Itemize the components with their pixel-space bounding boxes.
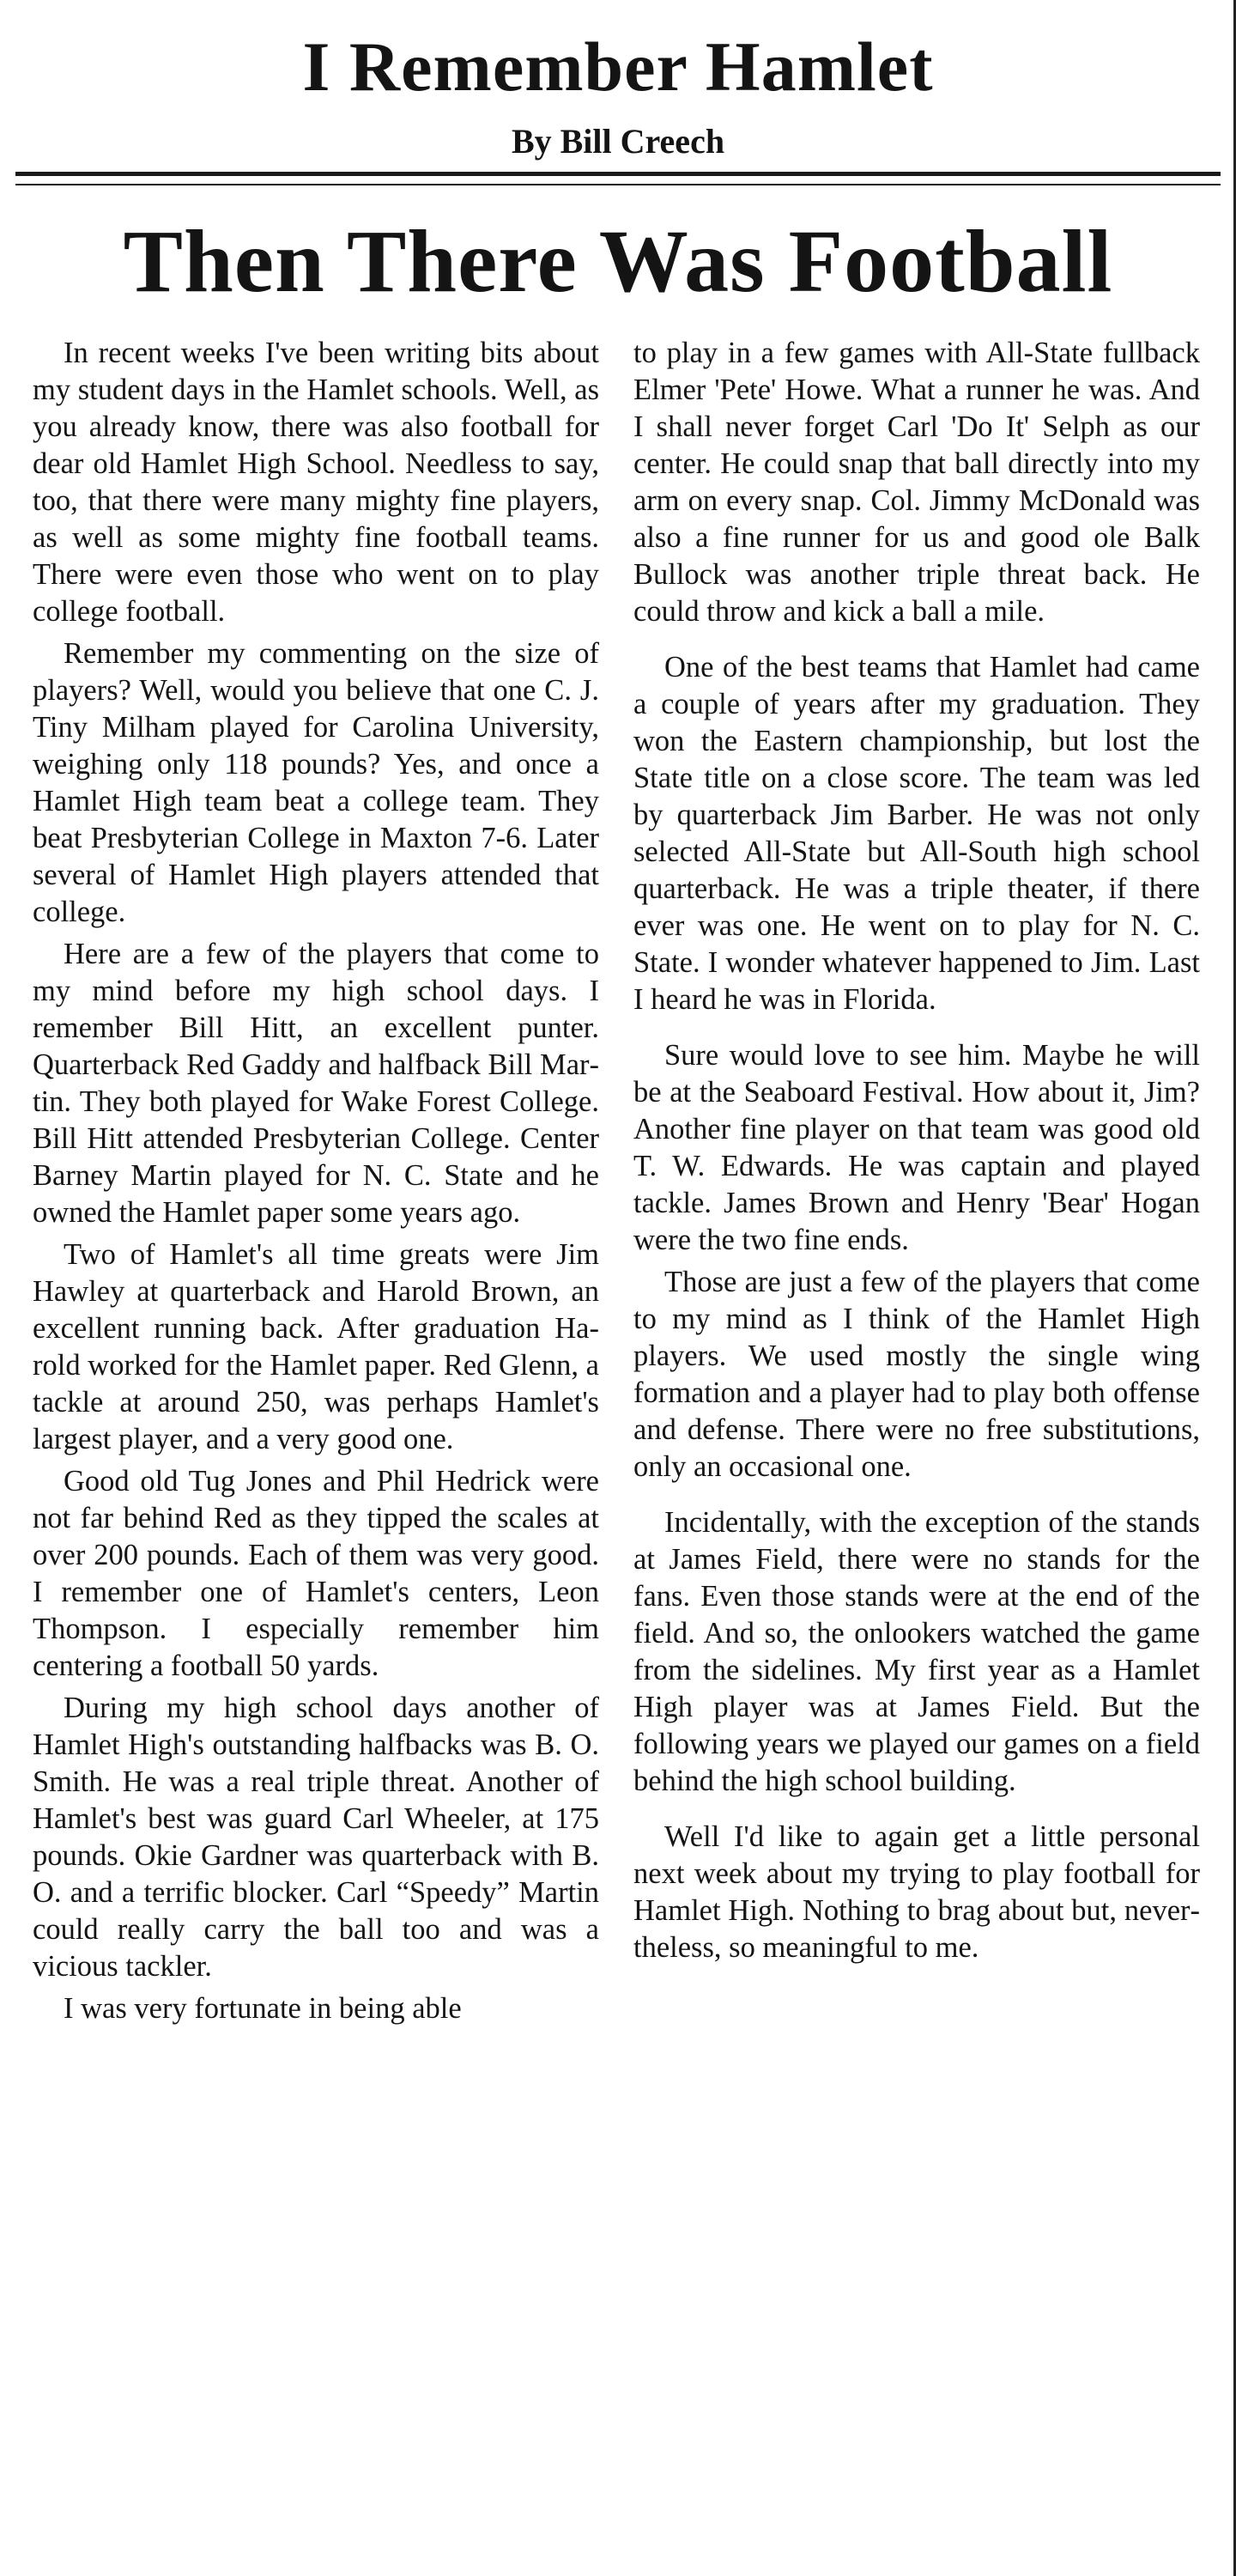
paragraph: During my high school days another of Hamlet High's outstanding halfbacks was B. O. Smith. He was a real triple threat. Another of Hamlet's best was guard Carl Wheeler, at 175 pounds. Okie Gardner was quarterback with B. O. and a terrific blocker. Carl “Speedy” Martin could really carry the ball too and was a vicious tackler. — [33, 1692, 599, 1983]
paragraph: Good old Tug Jones and Phil Hedrick were not far behind Red as they tipped the scales at over 200 pounds. Each of them was very good. I remember one of Hamlet's centers, Leon Thompson. I especially remember him centering a football 50 yards. — [33, 1465, 599, 1682]
paragraph: Sure would love to see him. Maybe he will be at the Seaboard Festival. How about it, Jim? Another fine player on that team was good old T. W. Edwards. He was captain and played tackle. James Brown and Henry 'Bear' Hogan were the two fine ends. — [633, 1039, 1200, 1256]
paragraph: Two of Hamlet's all time greats were Jim Hawley at quarterback and Harold Brown, an excellent running back. After graduation Harold worked for the Hamlet paper. Red Glenn, a tackle at around 250, was perhaps Hamlet's largest player, and a very good one. — [33, 1238, 599, 1455]
byline: By Bill Creech — [511, 122, 725, 161]
paragraph: Well I'd like to again get a little personal next week about my trying to play football for Hamlet High. Nothing to brag about but, nevertheless, so meaningful to me. — [633, 1820, 1200, 1964]
paragraph: Here are a few of the players that come to my mind before my high school days. I remember Bill Hitt, an excellent punter. Quarterback Red Gaddy and halfback Bill Martin. They both played for Wake Forest College. Bill Hitt attended Presbyterian College. Center Barney Martin played for N. C. State and he owned the Hamlet paper some years ago. — [33, 938, 599, 1229]
header-rule-thick — [15, 172, 1221, 176]
article-column-left — [33, 335, 599, 2032]
column-masthead — [0, 26, 1236, 163]
column-title: I Remember Hamlet — [302, 27, 934, 106]
header-rule-thin — [15, 184, 1221, 185]
paragraph: Those are just a few of the players that come to my mind as I think of the Hamlet High players. We used mostly the single wing formation and a player had to play both offense and defense. There were no free substitutions, only an occasional one. — [633, 1266, 1200, 1483]
paragraph: In recent weeks I've been writing bits about my student days in the Hamlet schools. Well, as you already know, there was also football for dear old Hamlet High School. Needless to say, too, that there were many mighty fine players, as well as some mighty fine football teams. There were even those who went on to play college football. — [33, 337, 599, 628]
paragraph: Remember my commenting on the size of players? Well, would you believe that one C. J. Tiny Milham played for Carolina University, weighing only 118 pounds? Yes, and once a Hamlet High team beat a college team. They beat Presbyterian College in Maxton 7-6. Later several of Hamlet High players attended that college. — [33, 637, 599, 928]
article-headline: Then There Was Football — [123, 212, 1113, 311]
paragraph: I was very fortunate in being able — [64, 1992, 462, 2025]
paragraph: to play in a few games with All-State fullback Elmer 'Pete' Howe. What a runner he was. And I shall never forget Carl 'Do It' Selph as our center. He could snap that ball directly into my arm on every snap. Col. Jimmy McDonald was also a fine runner for us and good ole Balk Bullock was another triple threat back. He could throw and kick a ball a mile. — [633, 337, 1200, 628]
article-column-right — [633, 335, 1200, 1971]
paragraph: Incidentally, with the exception of the stands at James Field, there were no stands for the fans. Even those stands were at the end of the field. And so, the onlookers watched the game from the sidelines. My first year as a Hamlet High player was at James Field. But the following years we played our games on a field behind the high school building. — [633, 1506, 1200, 1797]
paragraph: One of the best teams that Hamlet had came a couple of years after my graduation. They won the Eastern championship, but lost the State title on a close score. The team was led by quarterback Jim Barber. He was not only selected All-State but All-South high school quarterback. He was a triple theater, if there ever was one. He went on to play for N. C. State. I wonder whatever happened to Jim. Last I heard he was in Florida. — [633, 651, 1200, 1016]
